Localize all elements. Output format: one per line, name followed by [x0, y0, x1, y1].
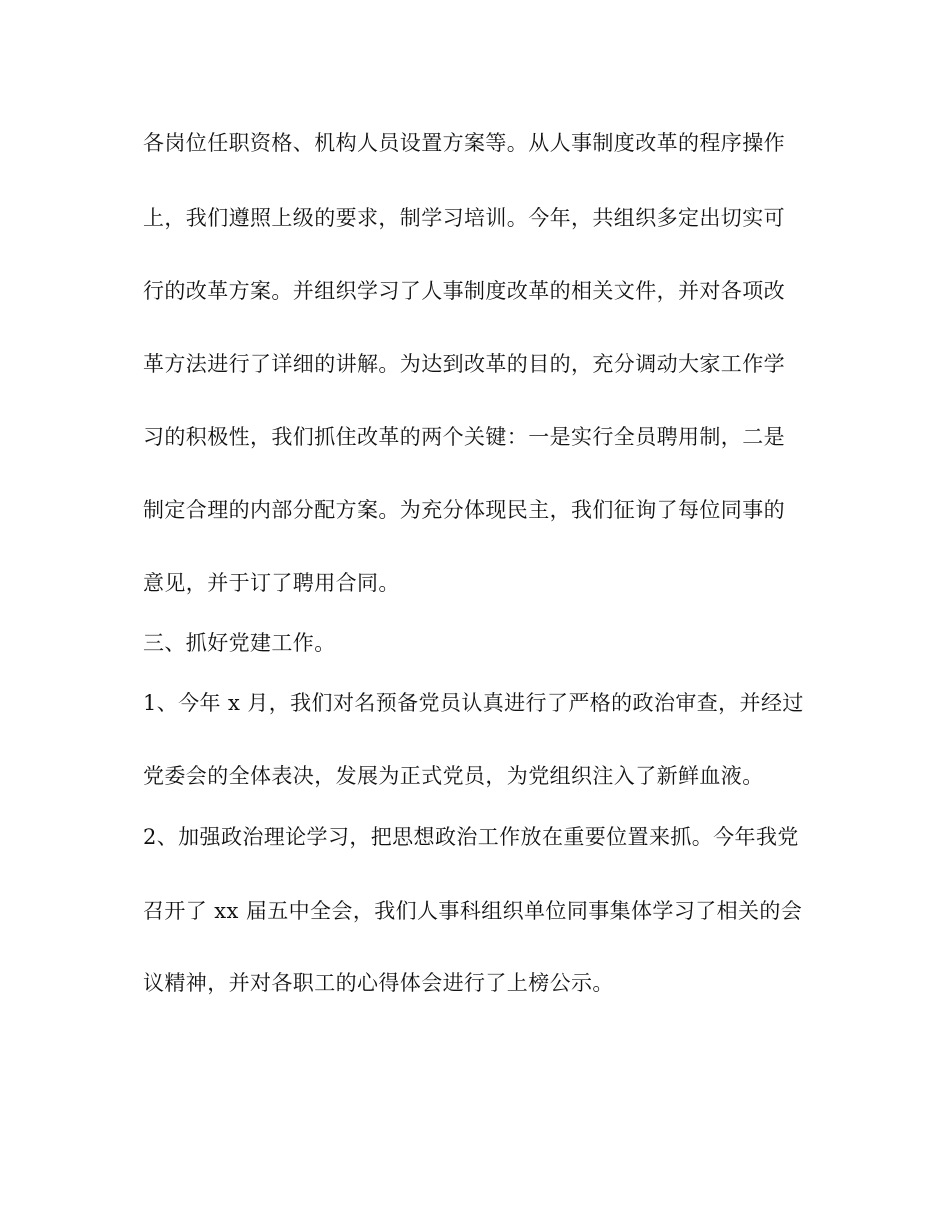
text-line-3: 行的改革方案。并组织学习了人事制度改革的相关文件，并对各项改 — [143, 279, 785, 303]
text-line-7: 意见，并于订了聘用合同。 — [143, 571, 400, 595]
text-line-2: 上，我们遵照上级的要求，制学习培训。今年，共组织多定出切实可 — [143, 206, 785, 230]
text-line-4: 革方法进行了详细的讲解。为达到改革的目的，充分调动大家工作学 — [143, 352, 785, 376]
text-line-12: 召开了 xx 届五中全会，我们人事科组织单位同事集体学习了相关的会 — [143, 899, 803, 923]
text-line-9: 1、今年 x 月，我们对名预备党员认真进行了严格的政治审查，并经过 — [143, 691, 804, 715]
section-heading: 三、抓好党建工作。 — [143, 631, 336, 655]
text-line-11: 2、加强政治理论学习，把思想政治工作放在重要位置来抓。今年我党 — [143, 825, 799, 849]
text-line-1: 各岗位任职资格、机构人员设置方案等。从人事制度改革的程序操作 — [143, 131, 785, 155]
text-line-10: 党委会的全体表决，发展为正式党员，为党组织注入了新鲜血液。 — [143, 764, 764, 788]
text-line-5: 习的积极性，我们抓住改革的两个关键：一是实行全员聘用制，二是 — [143, 425, 785, 449]
text-line-13: 议精神，并对各职工的心得体会进行了上榜公示。 — [143, 971, 614, 995]
text-line-6: 制定合理的内部分配方案。为充分体现民主，我们征询了每位同事的 — [143, 498, 785, 522]
